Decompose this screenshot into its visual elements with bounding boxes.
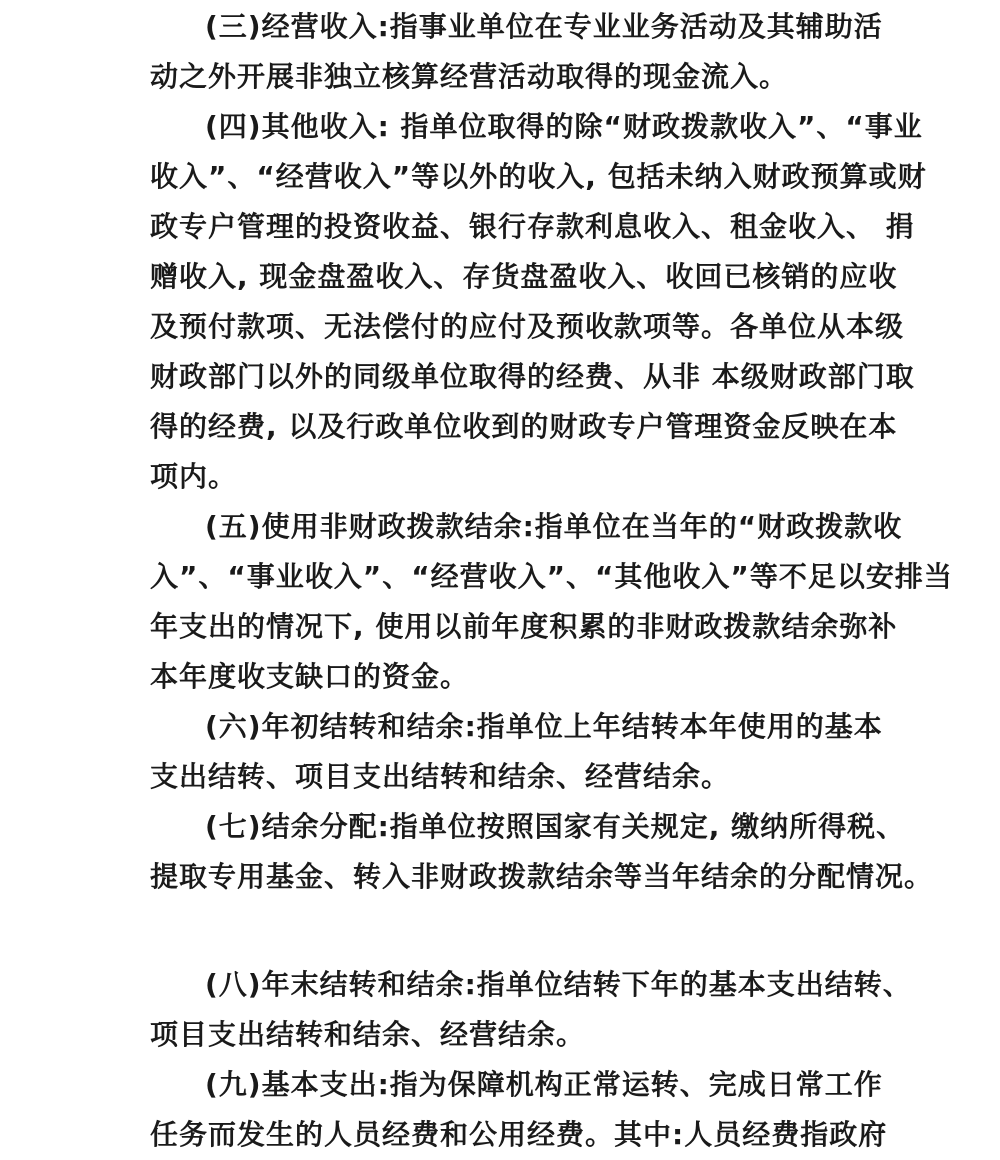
text-line: 任务而发生的人员经费和公用经费。其中:人员经费指政府 xyxy=(150,1118,888,1151)
text-line: 提取专用基金、转入非财政拨款结余等当年结余的分配情况。 xyxy=(150,860,934,893)
text-line: (八)年末结转和结余:指单位结转下年的基本支出结转、 xyxy=(205,968,912,1001)
text-line: 及预付款项、无法偿付的应付及预收款项等。各单位从本级 xyxy=(150,310,905,343)
text-line: 财政部门以外的同级单位取得的经费、从非 本级财政部门取 xyxy=(150,360,915,393)
text-line: 赠收入, 现金盘盈收入、存货盘盈收入、收回已核销的应收 xyxy=(150,260,898,293)
text-line: (五)使用非财政拨款结余:指单位在当年的“财政拨款收 xyxy=(205,510,903,543)
text-line: 项目支出结转和结余、经营结余。 xyxy=(150,1018,586,1051)
text-line: (七)结余分配:指单位按照国家有关规定, 缴纳所得税、 xyxy=(205,810,906,843)
text-line: (九)基本支出:指为保障机构正常运转、完成日常工作 xyxy=(205,1068,883,1101)
text-line: 年支出的情况下, 使用以前年度积累的非财政拨款结余弥补 xyxy=(150,610,898,643)
text-line: (六)年初结转和结余:指单位上年结转本年使用的基本 xyxy=(205,710,883,743)
text-line: 收入”、“经营收入”等以外的收入, 包括未纳入财政预算或财 xyxy=(150,160,927,193)
text-line: 政专户管理的投资收益、银行存款利息收入、租金收入、 捐 xyxy=(150,210,915,243)
text-line: 支出结转、项目支出结转和结余、经营结余。 xyxy=(150,760,731,793)
text-line: (四)其他收入: 指单位取得的除“财政拨款收入”、“事业 xyxy=(205,110,923,143)
text-line: 本年度收支缺口的资金。 xyxy=(150,660,470,693)
text-line: 动之外开展非独立核算经营活动取得的现金流入。 xyxy=(150,60,789,93)
text-line: (三)经营收入:指事业单位在专业业务活动及其辅助活 xyxy=(205,10,883,43)
text-line: 得的经费, 以及行政单位收到的财政专户管理资金反映在本 xyxy=(150,410,898,443)
text-line: 入”、“事业收入”、“经营收入”、“其他收入”等不足以安排当 xyxy=(150,560,953,593)
text-line: 项内。 xyxy=(150,460,238,493)
